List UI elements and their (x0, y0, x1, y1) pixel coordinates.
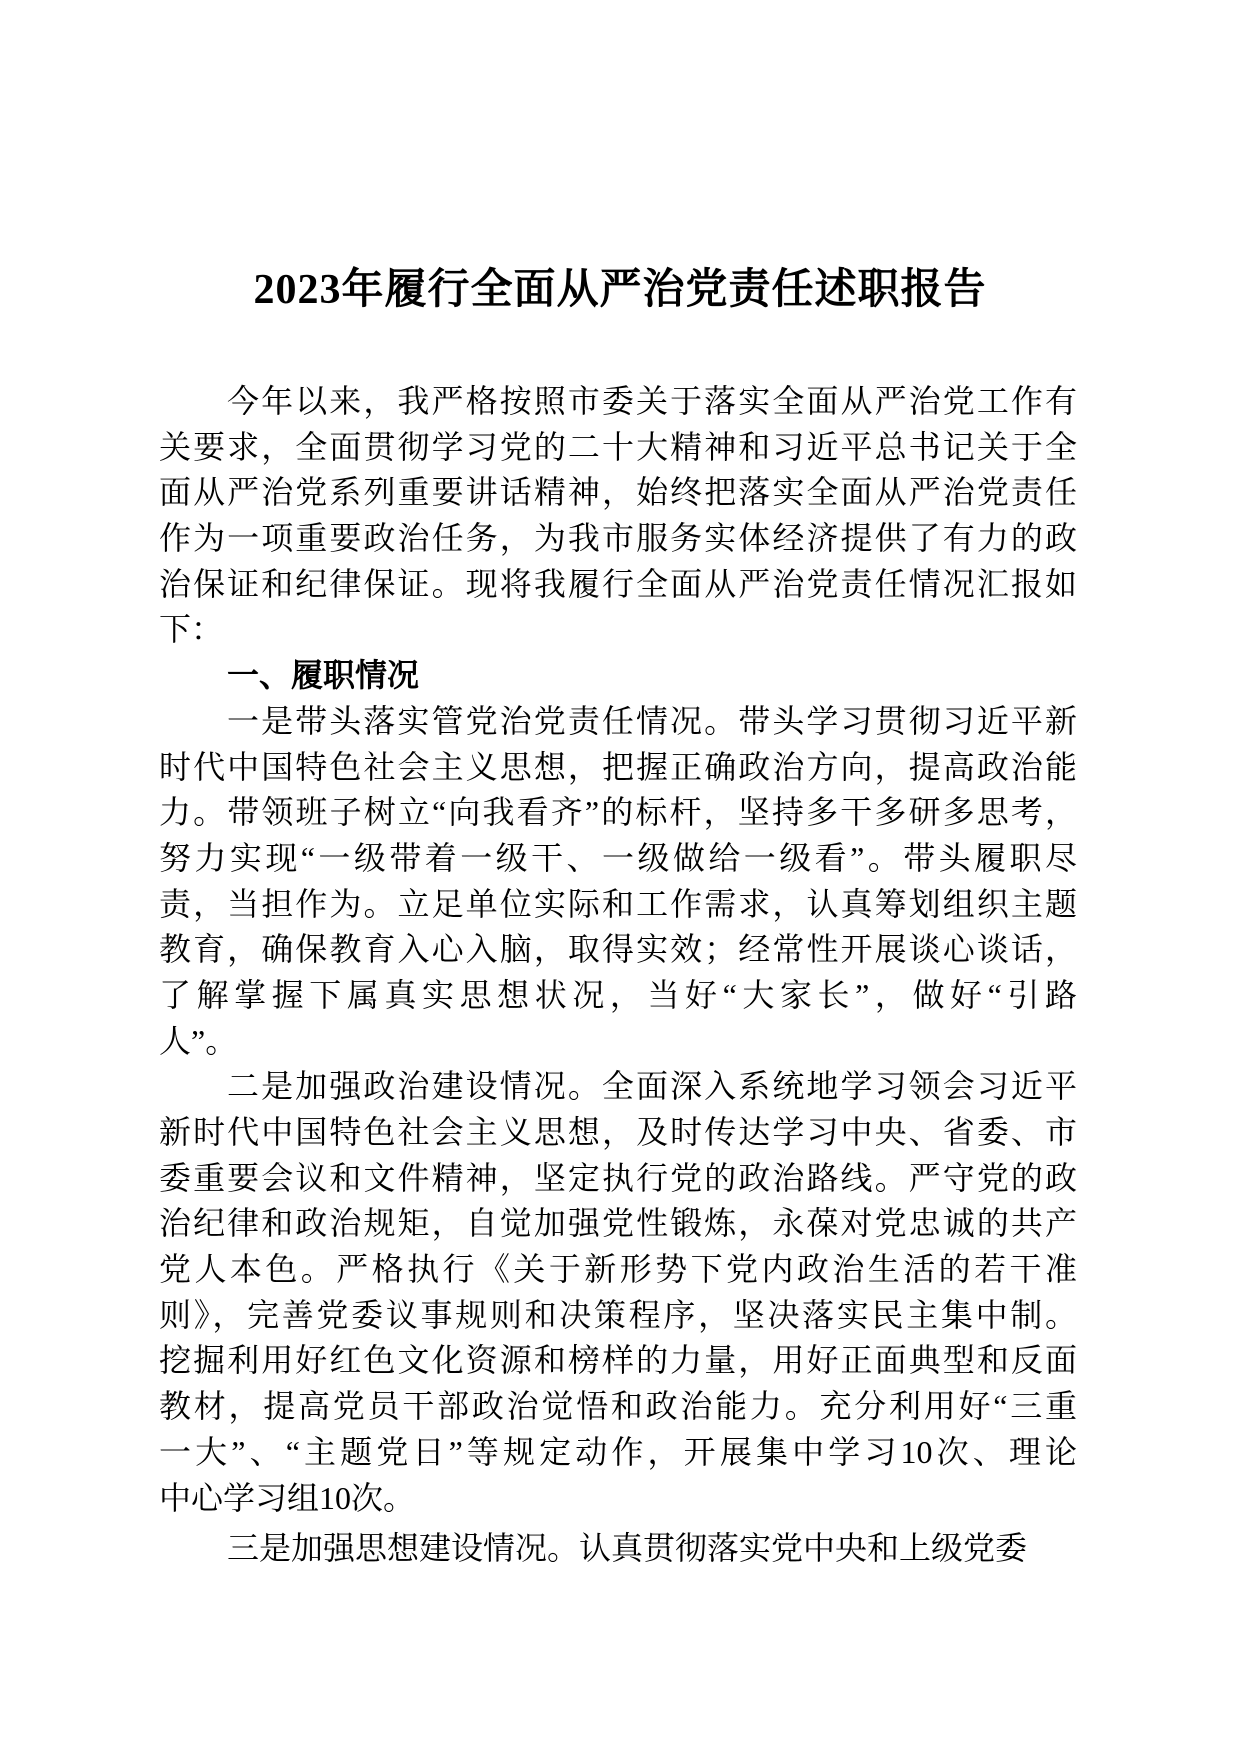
text-line: 教育，确保教育入心入脑，取得实效；经常性开展谈心谈话， (159, 931, 1077, 968)
text-line: 挖掘利用好红色文化资源和榜样的力量，用好正面典型和反面 (159, 1342, 1077, 1379)
text-line: 治保证和纪律保证。现将我履行全面从严治党责任情况汇报如 (159, 565, 1077, 602)
section-heading (159, 653, 1077, 699)
text-line: 了解掌握下属真实思想状况，当好“大家长”，做好“引路 (159, 976, 1077, 1013)
paragraph (159, 1064, 1077, 1521)
text-line: 关要求，全面贯彻学习党的二十大精神和习近平总书记关于全 (159, 428, 1077, 465)
text-line: 责，当担作为。立足单位实际和工作需求，认真筹划组织主题 (159, 885, 1077, 922)
text-line: 今年以来，我严格按照市委关于落实全面从严治党工作有 (227, 383, 1077, 419)
text-line: 一大”、“主题党日”等规定动作，开展集中学习10次、理论 (159, 1433, 1077, 1470)
document-body (159, 379, 1077, 1572)
text-line: 时代中国特色社会主义思想，把握正确政治方向，提高政治能 (159, 748, 1077, 785)
paragraph (159, 1526, 1077, 1572)
text-line: 委重要会议和文件精神，坚定执行党的政治路线。严守党的政 (159, 1159, 1077, 1196)
text-line: 人”。 (159, 1022, 238, 1059)
text-line: 三是加强思想建设情况。认真贯彻落实党中央和上级党委 (227, 1530, 1028, 1567)
text-line: 面从严治党系列重要讲话精神，始终把落实全面从严治党责任 (159, 474, 1077, 511)
paragraph (159, 379, 1077, 653)
text-line: 作为一项重要政治任务，为我市服务实体经济提供了有力的政 (159, 520, 1077, 557)
text-line: 努力实现“一级带着一级干、一级做给一级看”。带头履职尽 (159, 839, 1077, 876)
text-line: 教材，提高党员干部政治觉悟和政治能力。充分利用好“三重 (159, 1388, 1077, 1425)
text-line: 一是带头落实管党治党责任情况。带头学习贯彻习近平新 (227, 702, 1077, 739)
document-title: 2023年履行全面从严治党责任述职报告 (253, 267, 987, 313)
text-line: 中心学习组10次。 (159, 1479, 416, 1516)
text-line: 新时代中国特色社会主义思想，及时传达学习中央、省委、市 (159, 1114, 1077, 1150)
text-line: 党人本色。严格执行《关于新形势下党内政治生活的若干准 (159, 1251, 1077, 1288)
paragraph (159, 699, 1077, 1065)
section-heading-text: 一、履职情况 (227, 657, 420, 694)
text-line: 治纪律和政治规矩，自觉加强党性锻炼，永葆对党忠诚的共产 (159, 1205, 1077, 1242)
text-line: 下： (159, 611, 224, 648)
text-line: 则》，完善党委议事规则和决策程序，坚决落实民主集中制。 (159, 1296, 1077, 1333)
text-line: 力。带领班子树立“向我看齐”的标杆，坚持多干多研多思考， (159, 794, 1077, 831)
text-line: 二是加强政治建设情况。全面深入系统地学习领会习近平 (227, 1068, 1077, 1105)
